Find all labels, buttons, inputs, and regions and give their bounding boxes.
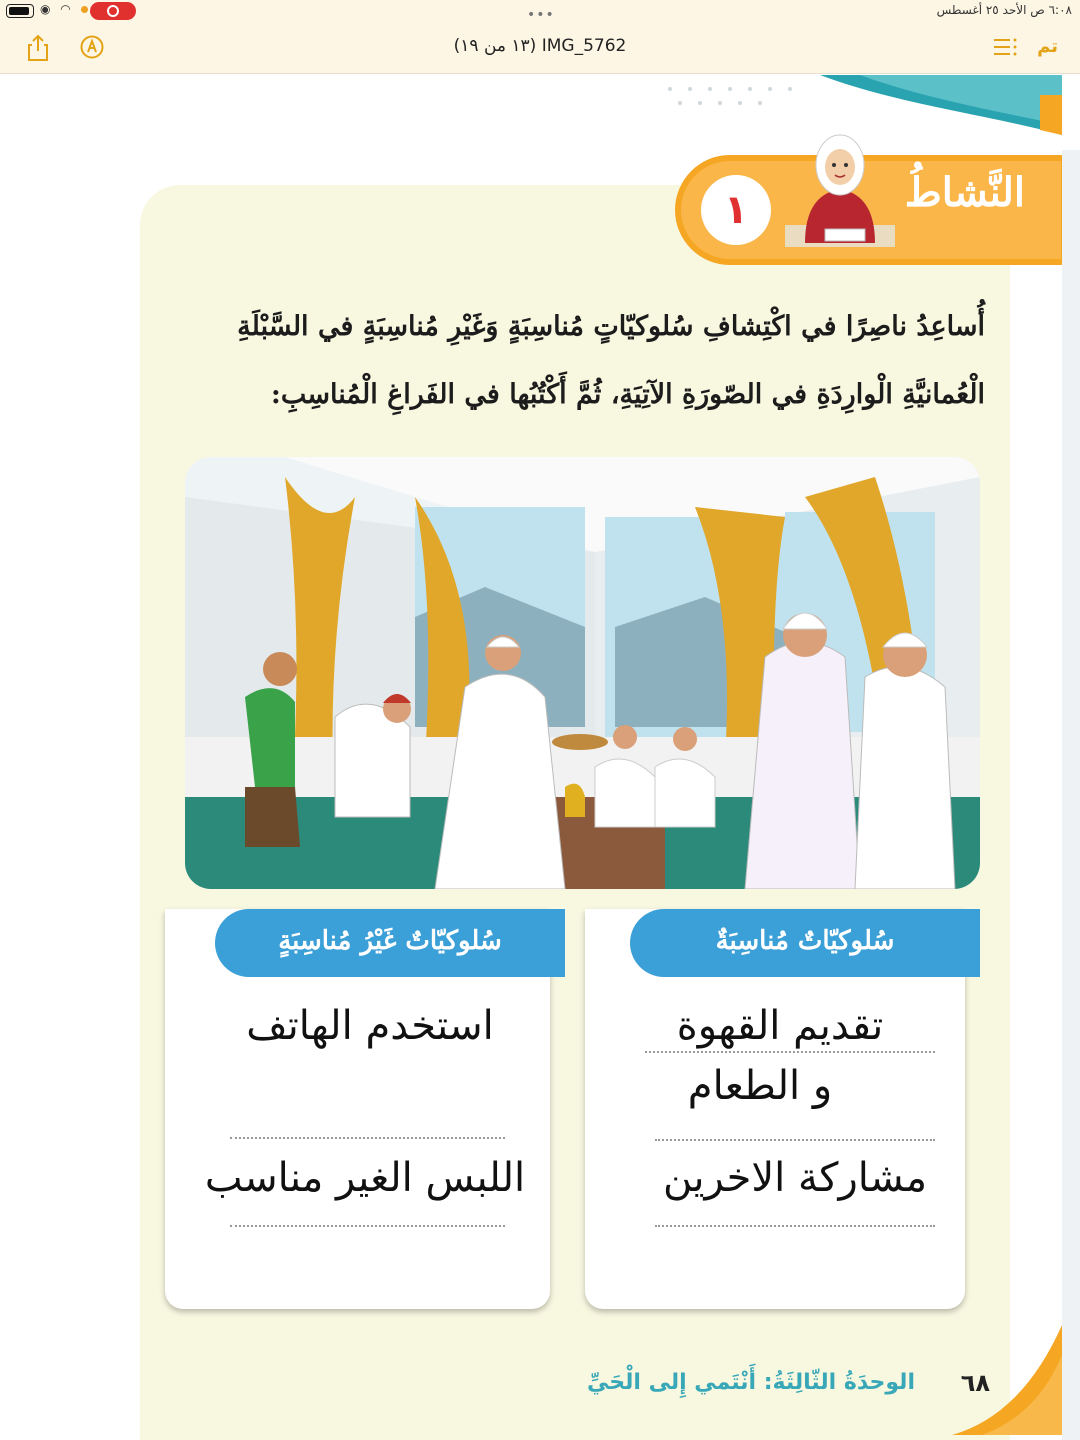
girl-writing-icon — [785, 125, 895, 265]
image-title: IMG_5762 (١٣ من ١٩) — [453, 36, 627, 56]
activity-header — [675, 155, 1065, 265]
appropriate-header: سُلوكيّاتٌ مُناسِبَةٌ — [630, 909, 980, 977]
answer-line — [645, 1051, 935, 1053]
battery-icon — [6, 4, 34, 18]
activity-title: النَّشاطُ — [904, 169, 1025, 216]
status-icons: ◉ ◠ — [40, 2, 88, 16]
majlis-illustration — [185, 457, 980, 889]
page-footer — [0, 1365, 1080, 1440]
more-dots-icon[interactable]: ••• — [527, 7, 555, 23]
inappropriate-header: سُلوكيّاتٌ غَيْرُ مُناسِبَةٍ — [215, 909, 565, 977]
appropriate-behaviors-box — [585, 909, 965, 1309]
orange-dot-icon — [81, 6, 88, 13]
status-time: ٦:٠٨ ص الأحد ٢٥ أغسطس — [936, 3, 1072, 17]
answer-line — [655, 1139, 935, 1141]
activity-number: ١ — [701, 175, 771, 245]
answer-line — [655, 1225, 935, 1227]
list-icon[interactable] — [992, 36, 1018, 58]
answer-inappropriate-1[interactable]: استخدم الهاتف — [246, 1003, 494, 1049]
answer-appropriate-3[interactable]: مشاركة الاخرين — [662, 1155, 928, 1201]
page-edge — [1062, 150, 1080, 1440]
page-number: ٦٨ — [960, 1369, 990, 1397]
unit-title: الوحدَةُ الثّالِثَةُ: أَنْتَمي إِلى الْحَيِّ — [587, 1370, 915, 1395]
book-page — [0, 75, 1080, 1440]
answer-line — [230, 1225, 505, 1227]
inappropriate-behaviors-box — [165, 909, 550, 1309]
answer-appropriate-1[interactable]: تقديم القهوة — [676, 1003, 884, 1049]
screen-record-icon[interactable] — [90, 2, 136, 20]
done-button[interactable]: تم — [1037, 36, 1058, 57]
answer-line — [230, 1137, 505, 1139]
answer-inappropriate-2[interactable]: اللبس الغير مناسب — [204, 1155, 526, 1201]
instruction-text: أُساعِدُ ناصِرًا في اكْتِشافِ سُلوكيّاتٍ مُناسِبَةٍ وَغَيْرِ مُناسِبَةٍ في السَّبْلَةِ الْعُمانيَّةِ الْوارِدَةِ في الصّورَةِ الآتِيَةِ، ثُمَّ أَكْتُبُها في الفَراغِ الْمُناسِبِ: — [237, 311, 985, 410]
answer-appropriate-2[interactable]: و الطعام — [687, 1063, 833, 1109]
